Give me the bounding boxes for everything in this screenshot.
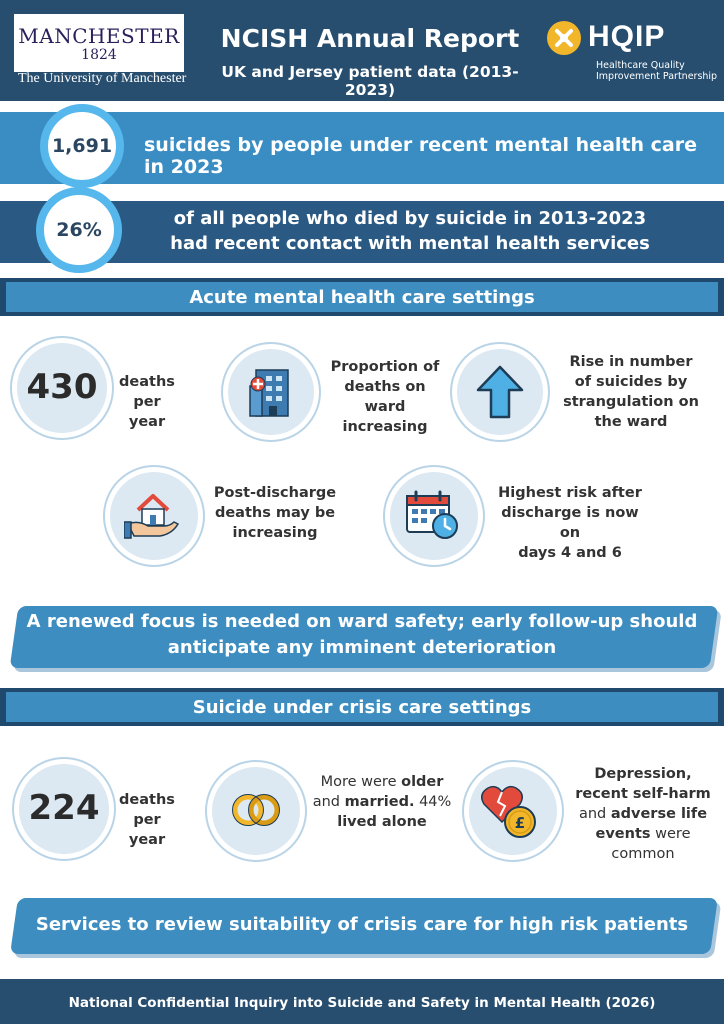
married-older: older (401, 774, 444, 790)
adverse-label-line-4 (568, 824, 718, 844)
adverse-events: events (595, 826, 651, 842)
risk-days-label-line-3: days 4 and 6 (518, 545, 622, 561)
hqip-tagline (596, 60, 717, 82)
university-logo-year: 1824 (81, 47, 117, 63)
adverse-life: adverse life (610, 806, 708, 822)
discharge-label-line-3: increasing (232, 525, 318, 541)
married-word: married. (344, 794, 415, 810)
stat-value-suicides-2023: 1,691 (40, 104, 124, 188)
callout-ward-safety-line-2: anticipate any imminent deterioration (167, 637, 557, 658)
discharge-label-line-2: deaths may be (214, 505, 336, 521)
discharge-label (210, 483, 340, 543)
married-label-line-2 (312, 792, 452, 812)
strangulation-label-line-1: Rise in number (569, 354, 693, 370)
ward-label-line-2: deaths on ward (344, 379, 426, 415)
hqip-name: HQIP (588, 20, 666, 53)
married-label-line-3: lived alone (337, 814, 427, 830)
hqip-tagline-line-2: Improvement Partnership (596, 71, 718, 82)
stat-text-recent-contact-line-1: of all people who died by suicide in 2013-2023 (173, 208, 647, 229)
footer-text: National Confidential Inquiry into Suicide and Safety in Mental Health (2026) (68, 995, 656, 1011)
married-pct: 44% (414, 794, 452, 810)
stat-text-recent-contact (150, 206, 670, 256)
section-heading-acute: Acute mental health care settings (6, 282, 718, 312)
crisis-deaths-label-line-2: year (128, 832, 166, 848)
broken-heart-money-icon (480, 782, 540, 840)
adverse-were: were (650, 826, 691, 842)
ward-label-line-3: increasing (342, 419, 428, 435)
section-header-acute (0, 278, 724, 316)
risk-days-label-line-2: discharge is now on (501, 505, 639, 541)
strangulation-label-line-3: strangulation on (563, 394, 699, 410)
callout-ward-safety-text (0, 609, 724, 661)
calendar-clock-icon (405, 490, 461, 540)
hqip-logo-icon (546, 20, 582, 56)
house-in-hand-icon (124, 488, 182, 540)
wedding-rings-icon (228, 792, 284, 828)
callout-crisis-care-text: Services to review suitability of crisis care for high risk patients (35, 914, 689, 935)
adverse-label-line-5: common (611, 846, 675, 862)
stat-text-suicides-2023: suicides by people under recent mental health care in 2023 (144, 134, 697, 178)
hqip-tagline-line-1: Healthcare Quality (596, 60, 685, 71)
adverse-and: and (578, 806, 611, 822)
strangulation-label-line-4: the ward (594, 414, 668, 430)
acute-deaths-label (112, 372, 182, 432)
acute-deaths-label-line-1: deaths per (119, 374, 175, 410)
adverse-label-line-3 (568, 804, 718, 824)
svg-text:£: £ (514, 814, 526, 832)
ward-label-line-1: Proportion of (330, 359, 440, 375)
crisis-deaths-value: 224 (28, 788, 100, 828)
acute-deaths-value: 430 (26, 367, 98, 407)
crisis-deaths-label (112, 790, 182, 850)
married-pre: More were (320, 774, 402, 790)
university-logo-name: MANCHESTER (18, 24, 180, 48)
adverse-label-line-2: recent self-harm (575, 786, 711, 802)
report-subtitle: UK and Jersey patient data (2013-2023) (221, 63, 519, 99)
strangulation-label (556, 352, 706, 432)
ward-label (324, 357, 446, 437)
risk-days-label-line-1: Highest risk after (498, 485, 642, 501)
crisis-deaths-label-line-1: deaths per (119, 792, 175, 828)
married-label (312, 772, 452, 832)
adverse-label-line-1: Depression, (594, 766, 692, 782)
section-heading-crisis: Suicide under crisis care settings (6, 692, 718, 722)
section-header-crisis (0, 688, 724, 726)
married-label-line-1 (312, 772, 452, 792)
stat-text-recent-contact-line-2: had recent contact with mental health services (170, 233, 650, 254)
callout-ward-safety-line-1: A renewed focus is needed on ward safety; early follow-up should (26, 611, 698, 632)
adverse-label (568, 764, 718, 864)
strangulation-label-line-2: of suicides by (574, 374, 688, 390)
hospital-icon (248, 364, 296, 418)
report-title: NCISH Annual Report (220, 24, 520, 53)
risk-days-label (490, 483, 650, 563)
discharge-label-line-1: Post-discharge (213, 485, 337, 501)
married-mid: and (312, 794, 345, 810)
university-full-name: The University of Manchester (18, 71, 187, 86)
acute-deaths-label-line-2: year (128, 414, 166, 430)
arrow-up-icon (475, 364, 525, 420)
stat-value-recent-contact: 26% (36, 187, 122, 273)
university-logo (14, 14, 184, 72)
